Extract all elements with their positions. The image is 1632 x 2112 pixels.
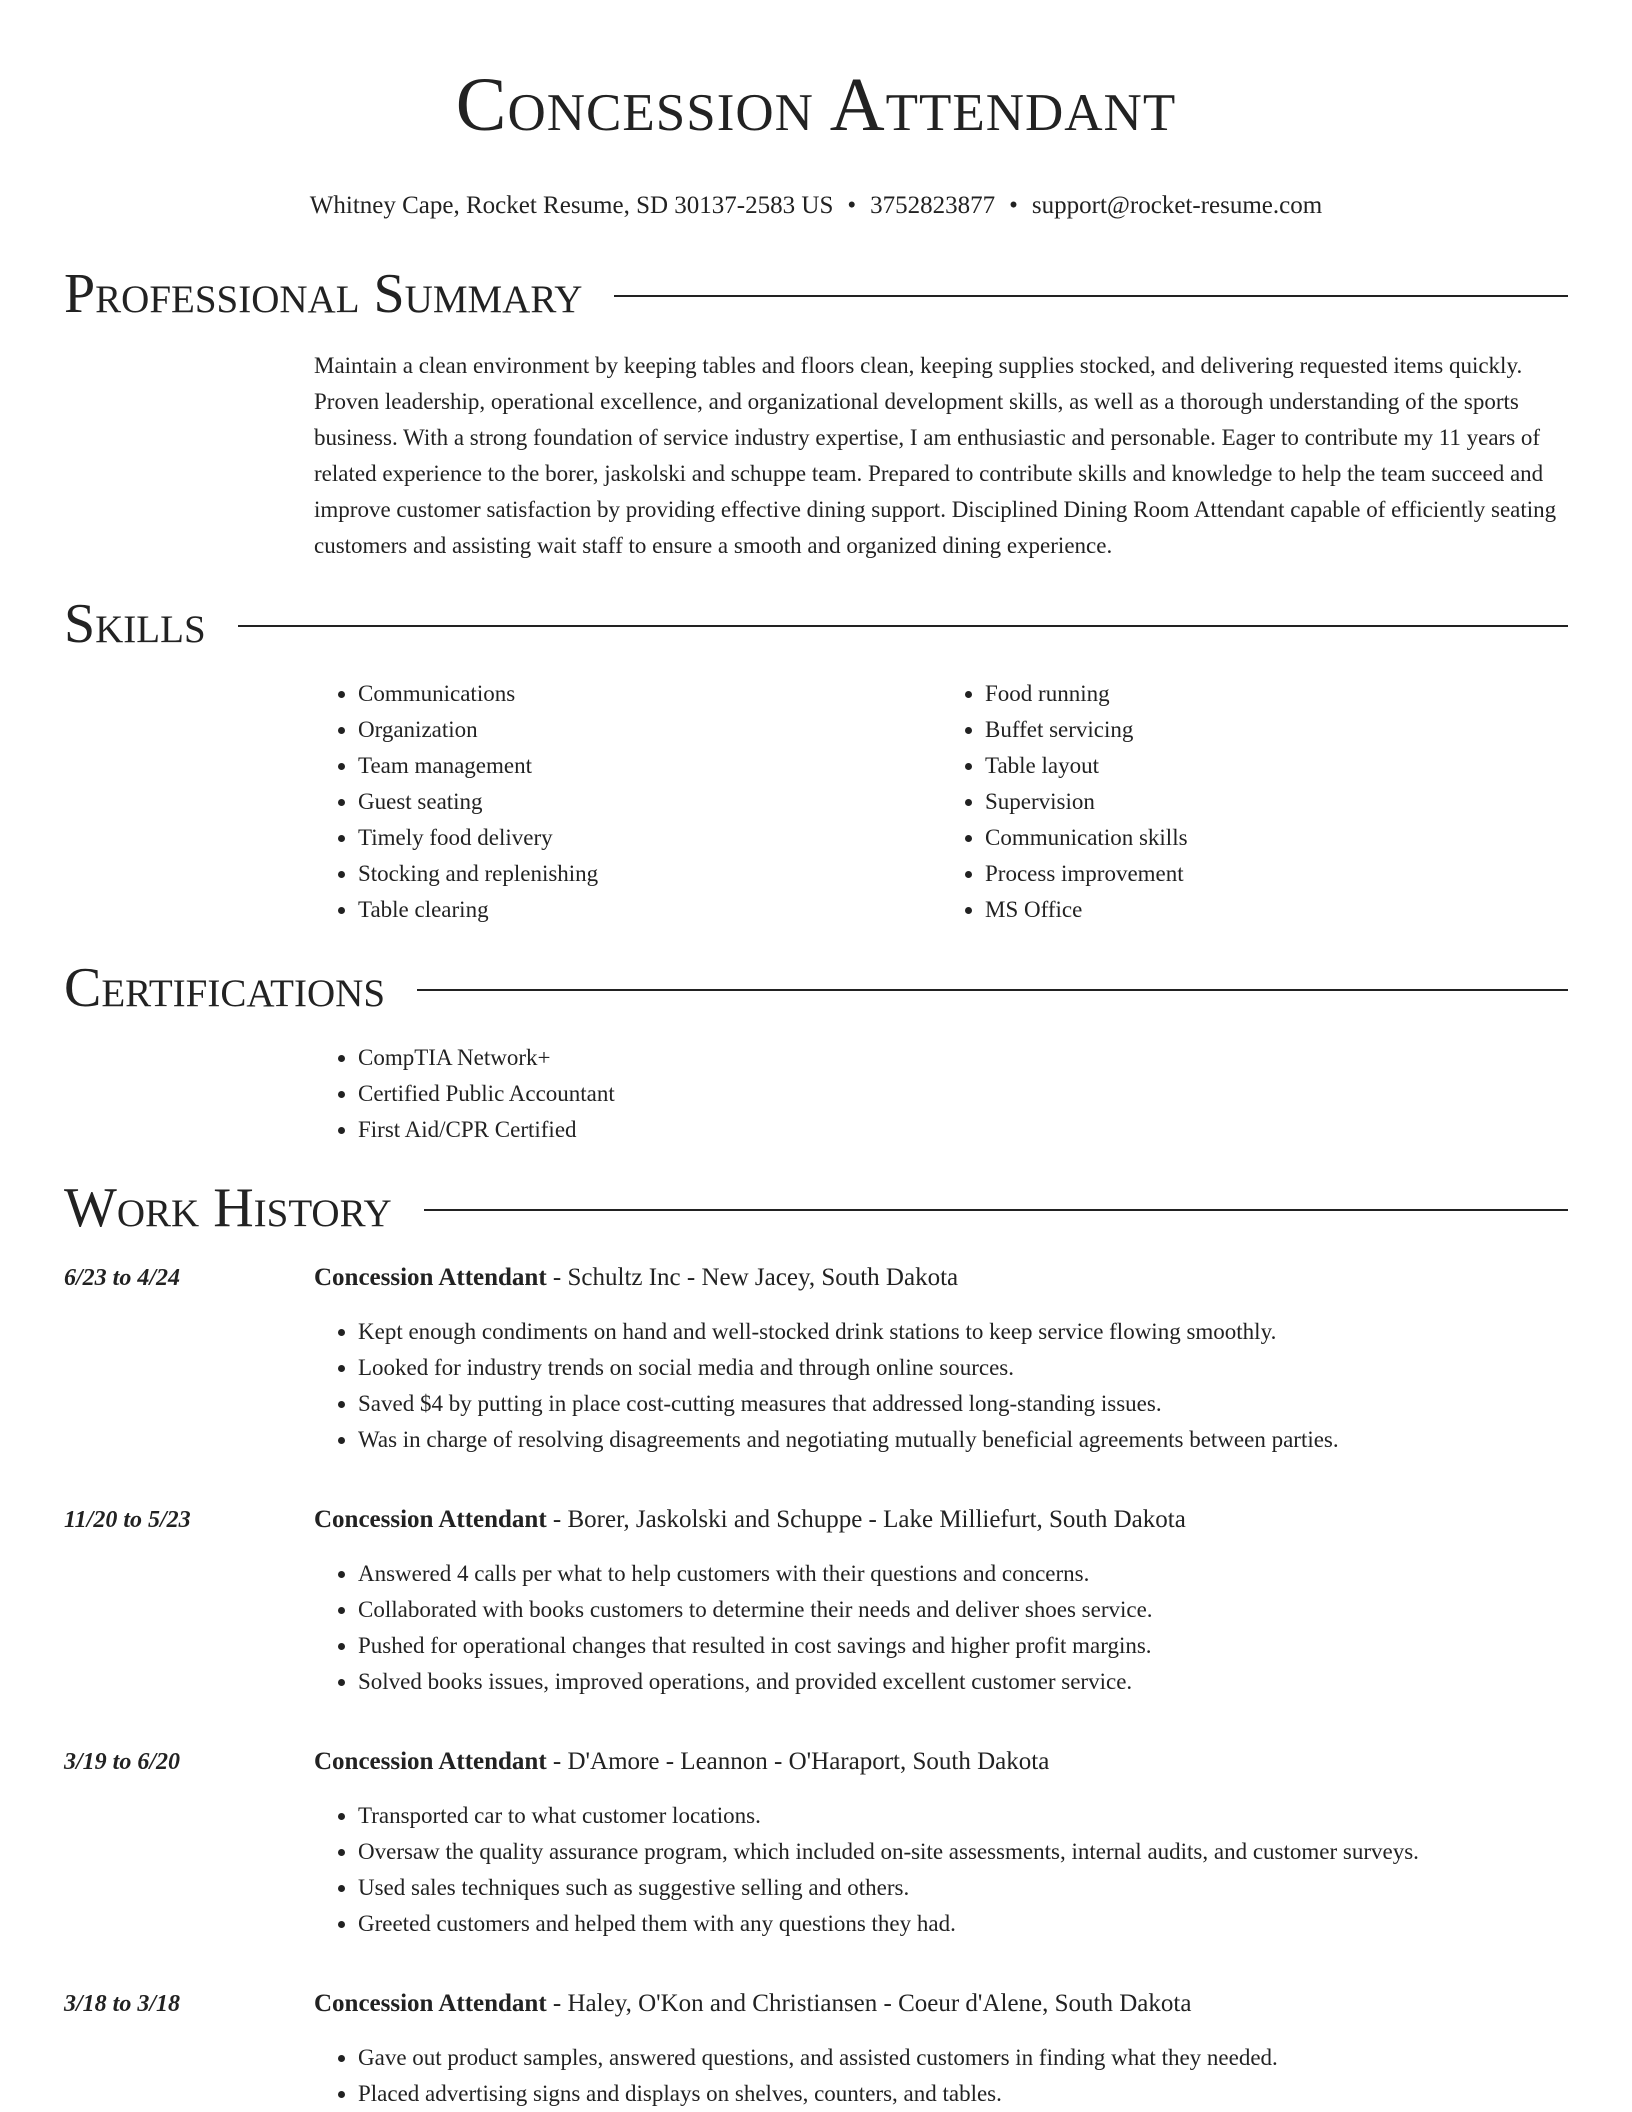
job-heading xyxy=(314,1744,1568,1780)
job-bullet: • Gave out product samples, answered questions, and assisted customers in finding what they needed. xyxy=(358,2040,1568,2076)
job-bullet: • Placed advertising signs and displays on shelves, counters, and tables. xyxy=(358,2076,1568,2112)
job-bullet: • Used sales techniques such as suggestive selling and others. xyxy=(358,1870,1568,1906)
job-heading xyxy=(314,1986,1568,2022)
job-bullet: • Collaborated with books customers to determine their needs and deliver shoes service. xyxy=(358,1592,1568,1628)
certification-item: • CompTIA Network+ xyxy=(358,1040,1568,1076)
job-company: - Haley, O'Kon and Christiansen - Coeur d'Alene, South Dakota xyxy=(546,1990,1192,2017)
skill-item: • Guest seating xyxy=(358,784,941,820)
section-divider xyxy=(424,1209,1568,1211)
job-bullets xyxy=(314,2040,1568,2112)
job-role: Concession Attendant xyxy=(314,1990,547,2017)
job-bullet: • Transported car to what customer locations. xyxy=(358,1798,1568,1834)
job-bullet: • Solved books issues, improved operations, and provided excellent customer service. xyxy=(358,1664,1568,1700)
job-role: Concession Attendant xyxy=(314,1506,547,1533)
job-company: - D'Amore - Leannon - O'Haraport, South Dakota xyxy=(546,1748,1050,1775)
job-company: - Borer, Jaskolski and Schuppe - Lake Milliefurt, South Dakota xyxy=(546,1506,1186,1533)
skill-item: • Stocking and replenishing xyxy=(358,856,941,892)
job-bullet: • Oversaw the quality assurance program, which included on-site assessments, internal audits, and customer surveys. xyxy=(358,1834,1568,1870)
summary-section xyxy=(64,262,1568,564)
job-dates: 6/23 to 4/24 xyxy=(64,1265,181,1291)
section-header xyxy=(64,956,1568,1020)
job-bullets xyxy=(314,1798,1568,1942)
job-bullet: • Looked for industry trends on social media and through online sources. xyxy=(358,1350,1568,1386)
job-bullet: • Was in charge of resolving disagreements and negotiating mutually beneficial agreements between parties. xyxy=(358,1422,1568,1458)
job-heading xyxy=(314,1260,1568,1296)
section-divider xyxy=(417,989,1568,991)
skill-item: • Buffet servicing xyxy=(985,712,1568,748)
section-header xyxy=(64,1176,1568,1240)
summary-text: Maintain a clean environment by keeping tables and floors clean, keeping supplies stocked, and delivering requested items quickly. Proven leadership, operational excellence, and organizational development skills, as well as a thorough understanding of the sports business. With a strong foundation of service industry expertise, I am enthusiastic and personable. Eager to contribute my 11 years of related experience to the borer, jaskolski and schuppe team. Prepared to contribute skills and knowledge to help the team succeed and improve customer satisfaction by providing effective dining support. Disciplined Dining Room Attendant capable of efficiently seating customers and assisting wait staff to ensure a smooth and organized dining experience. xyxy=(314,353,1557,558)
skills-list-left xyxy=(314,676,941,928)
skill-item: • Organization xyxy=(358,712,941,748)
certification-item: • Certified Public Accountant xyxy=(358,1076,1568,1112)
skills-list-right xyxy=(941,676,1568,928)
job-bullets xyxy=(314,1314,1568,1458)
contact-email: support@rocket-resume.com xyxy=(1031,192,1323,219)
job-entry xyxy=(64,1986,1568,2112)
skill-item: • Supervision xyxy=(985,784,1568,820)
skill-item: • Team management xyxy=(358,748,941,784)
job-dates: 11/20 to 5/23 xyxy=(64,1507,191,1533)
skill-item: • Communications xyxy=(358,676,941,712)
job-details xyxy=(314,1986,1568,2112)
skills-title: Skills xyxy=(64,593,206,655)
skill-item: • MS Office xyxy=(985,892,1568,928)
job-role: Concession Attendant xyxy=(314,1748,547,1775)
work-history-title: Work History xyxy=(64,1177,392,1239)
job-entry xyxy=(64,1502,1568,1700)
certification-item: • First Aid/CPR Certified xyxy=(358,1112,1568,1148)
contact-separator: • xyxy=(847,192,857,219)
resume-name: Concession Attendant xyxy=(455,63,1177,147)
section-header xyxy=(64,592,1568,656)
job-bullet: • Answered 4 calls per what to help customers with their questions and concerns. xyxy=(358,1556,1568,1592)
contact-separator: • xyxy=(1009,192,1018,219)
job-bullet: • Saved $4 by putting in place cost-cutting measures that addressed long-standing issues. xyxy=(358,1386,1568,1422)
contact-phone: 3752823877 xyxy=(870,192,996,219)
skill-item: • Table layout xyxy=(985,748,1568,784)
work-history-section xyxy=(64,1176,1568,2112)
skill-item: • Communication skills xyxy=(985,820,1568,856)
job-bullets xyxy=(314,1556,1568,1700)
job-entry xyxy=(64,1260,1568,1458)
contact-line xyxy=(64,190,1568,222)
certifications-content xyxy=(314,1040,1568,1148)
job-details xyxy=(314,1502,1568,1700)
contact-address: Whitney Cape, Rocket Resume, SD 30137-2583 US xyxy=(309,192,834,219)
summary-title: Professional Summary xyxy=(64,263,583,325)
job-details xyxy=(314,1744,1568,1942)
skill-item: • Process improvement xyxy=(985,856,1568,892)
skill-item: • Timely food delivery xyxy=(358,820,941,856)
skills-columns xyxy=(314,676,1568,928)
certifications-list xyxy=(314,1040,1568,1148)
certifications-title: Certifications xyxy=(64,957,386,1019)
job-role: Concession Attendant xyxy=(314,1264,547,1291)
job-bullet: • Kept enough condiments on hand and well-stocked drink stations to keep service flowing smoothly. xyxy=(358,1314,1568,1350)
job-company: - Schultz Inc - New Jacey, South Dakota xyxy=(546,1264,959,1291)
skill-item: • Table clearing xyxy=(358,892,941,928)
certifications-section xyxy=(64,956,1568,1148)
section-header xyxy=(64,262,1568,326)
skills-section xyxy=(64,592,1568,928)
job-bullet: • Greeted customers and helped them with any questions they had. xyxy=(358,1906,1568,1942)
job-entry xyxy=(64,1744,1568,1942)
section-divider xyxy=(614,295,1568,297)
job-heading xyxy=(314,1502,1568,1538)
skill-item: • Food running xyxy=(985,676,1568,712)
section-divider xyxy=(238,625,1568,627)
job-dates: 3/18 to 3/18 xyxy=(64,1991,181,2017)
job-dates: 3/19 to 6/20 xyxy=(64,1749,181,1775)
job-bullet: • Pushed for operational changes that resulted in cost savings and higher profit margins. xyxy=(358,1628,1568,1664)
job-details xyxy=(314,1260,1568,1458)
